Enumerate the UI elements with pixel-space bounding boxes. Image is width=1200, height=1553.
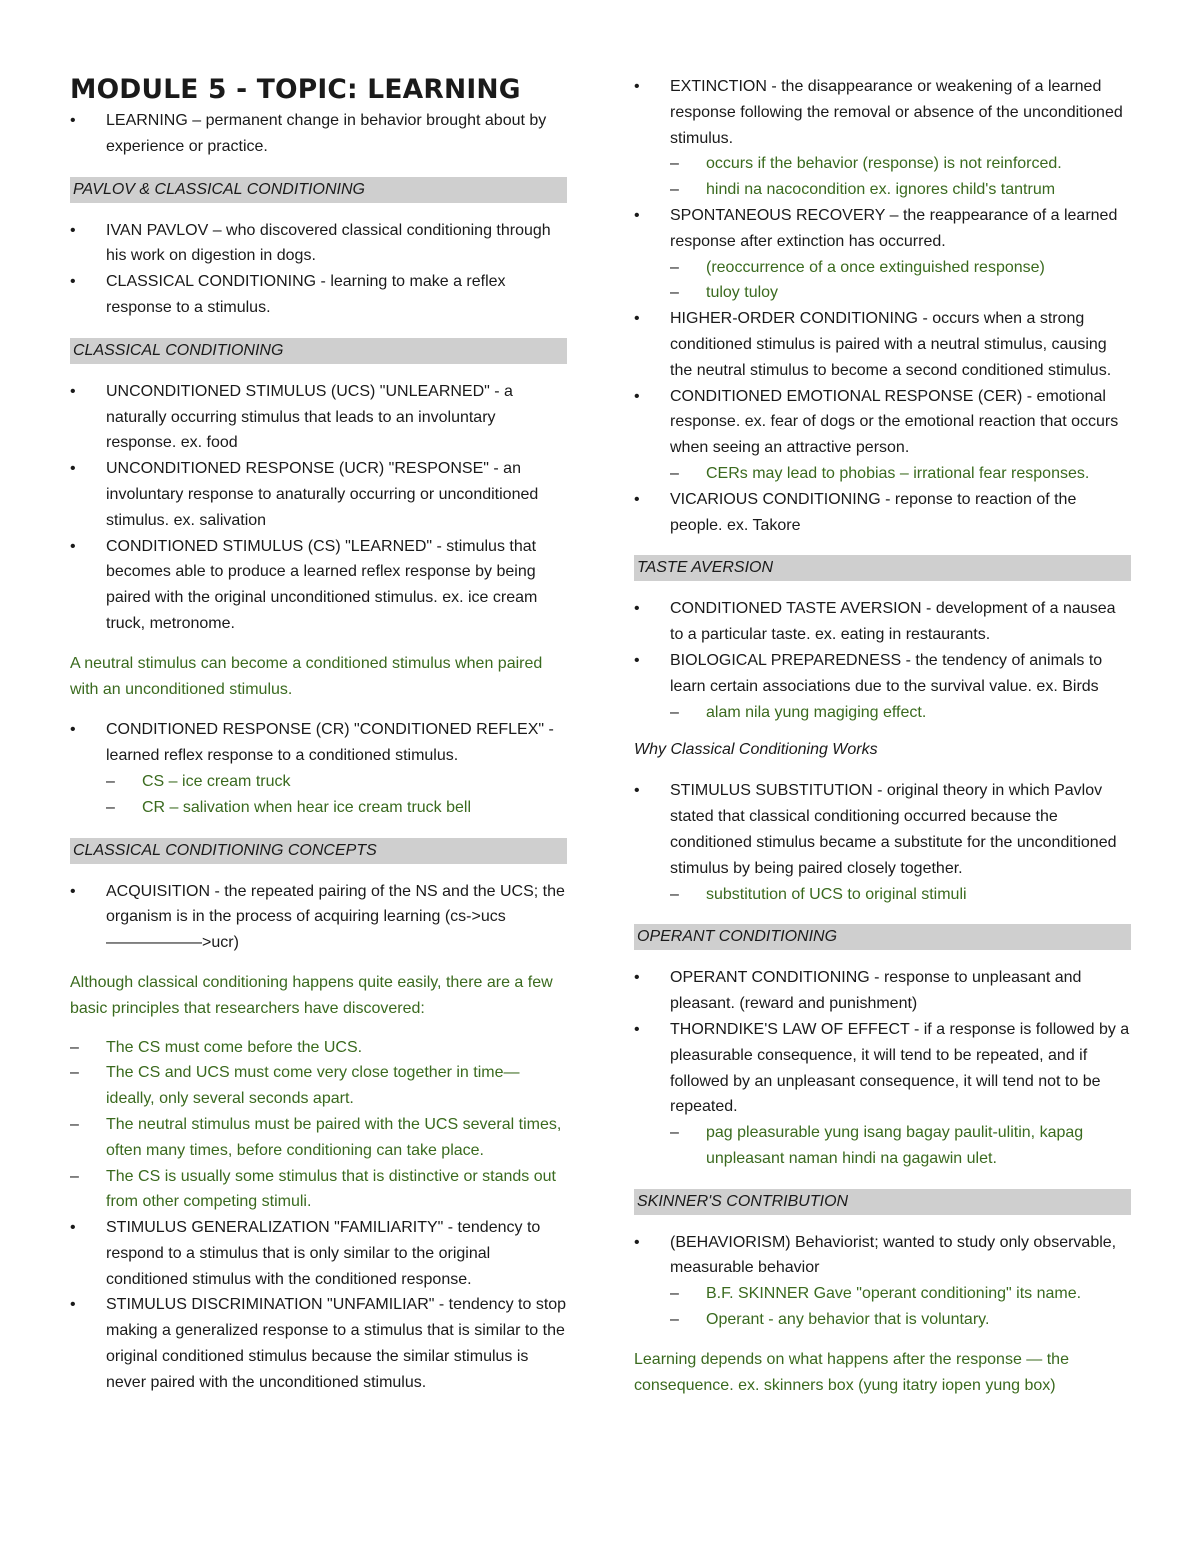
- principles-list: [70, 1035, 567, 1216]
- section-header: CLASSICAL CONDITIONING CONCEPTS: [70, 838, 567, 864]
- sub-item: – occurs if the behavior (response) is not reinforced.: [670, 151, 1131, 177]
- operant-sub-list: [670, 1120, 1131, 1172]
- list-item: • STIMULUS DISCRIMINATION "UNFAMILIAR" - tendency to stop making a generalized response to a stimulus that is similar to the original conditioned stimulus because the similar stimulus is never paired with the unconditioned stimulus.: [70, 1292, 567, 1395]
- section-header: SKINNER'S CONTRIBUTION: [634, 1189, 1131, 1215]
- cr-sub-list: [106, 769, 567, 821]
- section-header: OPERANT CONDITIONING: [634, 924, 1131, 950]
- sub-item: – alam nila yung magiging effect.: [670, 700, 1131, 726]
- sub-item: – The CS must come before the UCS.: [70, 1035, 567, 1061]
- sub-item: – The CS and UCS must come very close together in time—ideally, only several seconds apart.: [70, 1060, 567, 1112]
- note-paragraph: A neutral stimulus can become a conditioned stimulus when paired with an unconditioned stimulus.: [70, 654, 543, 698]
- sub-item: – pag pleasurable yung isang bagay paulit-ulitin, kapag unpleasant naman hindi na gagawin ulet.: [670, 1120, 1131, 1172]
- generalization-list: [70, 1215, 567, 1396]
- intro-list: [70, 108, 567, 160]
- list-item: [634, 203, 1131, 306]
- cc-list: [70, 379, 567, 637]
- right-column: [634, 74, 1131, 1413]
- acquisition-list: [70, 879, 567, 956]
- left-column: [70, 72, 567, 1396]
- operant-list: [634, 965, 1131, 1171]
- skinner-list: [634, 1230, 1131, 1333]
- section-header: CLASSICAL CONDITIONING: [70, 338, 567, 364]
- list-item-text: SPONTANEOUS RECOVERY – the reappearance of a learned response after extinction has occurred.: [670, 206, 1118, 250]
- sub-item: – (reoccurrence of a once extinguished response): [670, 255, 1131, 281]
- sub-item: – CS – ice cream truck: [106, 769, 567, 795]
- list-item: • CONDITIONED TASTE AVERSION - development of a nausea to a particular taste. ex. eating in restaurants.: [634, 596, 1131, 648]
- list-item-text: CONDITIONED RESPONSE (CR) "CONDITIONED REFLEX" - learned reflex response to a conditioned stimulus.: [106, 721, 554, 765]
- list-item: • VICARIOUS CONDITIONING - reponse to reaction of the people. ex. Takore: [634, 487, 1131, 539]
- sub-item: – CERs may lead to phobias – irrational fear responses.: [670, 461, 1131, 487]
- list-item: • OPERANT CONDITIONING - response to unpleasant and pleasant. (reward and punishment): [634, 965, 1131, 1017]
- list-item: [634, 384, 1131, 487]
- list-item: • UNCONDITIONED RESPONSE (UCR) "RESPONSE" - an involuntary response to anaturally occurring or unconditioned stimulus. ex. salivation: [70, 456, 567, 533]
- extinction-sub-list: [670, 151, 1131, 203]
- taste-list: [634, 596, 1131, 725]
- list-item: • CLASSICAL CONDITIONING - learning to make a reflex response to a stimulus.: [70, 269, 567, 321]
- cr-list: [70, 717, 567, 820]
- list-item: • HIGHER-ORDER CONDITIONING - occurs when a strong conditioned stimulus is paired with a neutral stimulus, causing the neutral stimulus to become a second conditioned stimulus.: [634, 306, 1131, 383]
- sub-item: – tuloy tuloy: [670, 280, 1131, 306]
- list-item: [634, 648, 1131, 725]
- list-item-text: THORNDIKE'S LAW OF EFFECT - if a response is followed by a pleasurable consequence, it will tend to be repeated, and if followed by an unpleasant consequence, it will tend not to be repeated.: [670, 1020, 1130, 1116]
- list-item: • CONDITIONED STIMULUS (CS) "LEARNED" - stimulus that becomes able to produce a learned reflex response by being paired with the original unconditioned stimulus. ex. ice cream truck, metronome.: [70, 534, 567, 637]
- sub-item: – CR – salivation when hear ice cream truck bell: [106, 795, 567, 821]
- cer-sub-list: [670, 461, 1131, 487]
- list-item: • UNCONDITIONED STIMULUS (UCS) "UNLEARNED" - a naturally occurring stimulus that leads to an involuntary response. ex. food: [70, 379, 567, 456]
- list-item-text: BIOLOGICAL PREPAREDNESS - the tendency of animals to learn certain associations due to the survival value. ex. Birds: [670, 651, 1103, 695]
- skinner-sub-list: [670, 1281, 1131, 1333]
- spontaneous-sub-list: [670, 255, 1131, 307]
- page-title: MODULE 5 - TOPIC: LEARNING: [70, 74, 521, 105]
- list-item: • LEARNING – permanent change in behavior brought about by experience or practice.: [70, 108, 567, 160]
- list-item: [634, 778, 1131, 907]
- list-item: [70, 717, 567, 820]
- sub-item: – Operant - any behavior that is voluntary.: [670, 1307, 1131, 1333]
- list-item-text: STIMULUS SUBSTITUTION - original theory in which Pavlov stated that classical conditioning occurred because the conditioned stimulus became a substitute for the unconditioned stimulus by being paired closely together.: [670, 782, 1117, 877]
- sub-item: – B.F. SKINNER Gave "operant conditioning" its name.: [670, 1281, 1131, 1307]
- section-header: TASTE AVERSION: [634, 555, 1131, 581]
- list-item-text: EXTINCTION - the disappearance or weakening of a learned response following the removal or absence of the unconditioned stimulus.: [670, 78, 1123, 147]
- section-header: PAVLOV & CLASSICAL CONDITIONING: [70, 177, 567, 203]
- subsection-heading: Why Classical Conditioning Works: [634, 741, 878, 759]
- sub-item: – hindi na nacocondition ex. ignores child's tantrum: [670, 177, 1131, 203]
- list-item-text: CONDITIONED EMOTIONAL RESPONSE (CER) - emotional response. ex. fear of dogs or the emotional reaction that occurs when seeing an attractive person.: [670, 387, 1119, 457]
- bio-sub-list: [670, 700, 1131, 726]
- list-item: [634, 1017, 1131, 1172]
- list-item: • STIMULUS GENERALIZATION "FAMILIARITY" - tendency to respond to a stimulus that is only similar to the original conditioned stimulus with the conditioned response.: [70, 1215, 567, 1292]
- sub-item: – The neutral stimulus must be paired with the UCS several times, often many times, before conditioning can take place.: [70, 1112, 567, 1164]
- list-item: • IVAN PAVLOV – who discovered classical conditioning through his work on digestion in dogs.: [70, 218, 567, 270]
- pavlov-list: [70, 218, 567, 321]
- substitution-list: [634, 778, 1131, 907]
- sub-item: – substitution of UCS to original stimuli: [670, 882, 1131, 908]
- list-item: [634, 74, 1131, 203]
- extinction-list: [634, 74, 1131, 538]
- closing-paragraph: Learning depends on what happens after the response — the consequence. ex. skinners box (yung itatry iopen yung box): [634, 1350, 1069, 1394]
- list-item: • ACQUISITION - the repeated pairing of the NS and the UCS; the organism is in the process of acquiring learning (cs->ucs——————>ucr): [70, 879, 567, 956]
- list-item: [634, 1230, 1131, 1333]
- sub-item: – The CS is usually some stimulus that is distinctive or stands out from other competing stimuli.: [70, 1164, 567, 1216]
- list-item-text: (BEHAVIORISM) Behaviorist; wanted to study only observable, measurable behavior: [670, 1233, 1117, 1277]
- note-paragraph: Although classical conditioning happens quite easily, there are a few basic principles that researchers have discovered:: [70, 973, 553, 1017]
- substitution-sub-list: [670, 882, 1131, 908]
